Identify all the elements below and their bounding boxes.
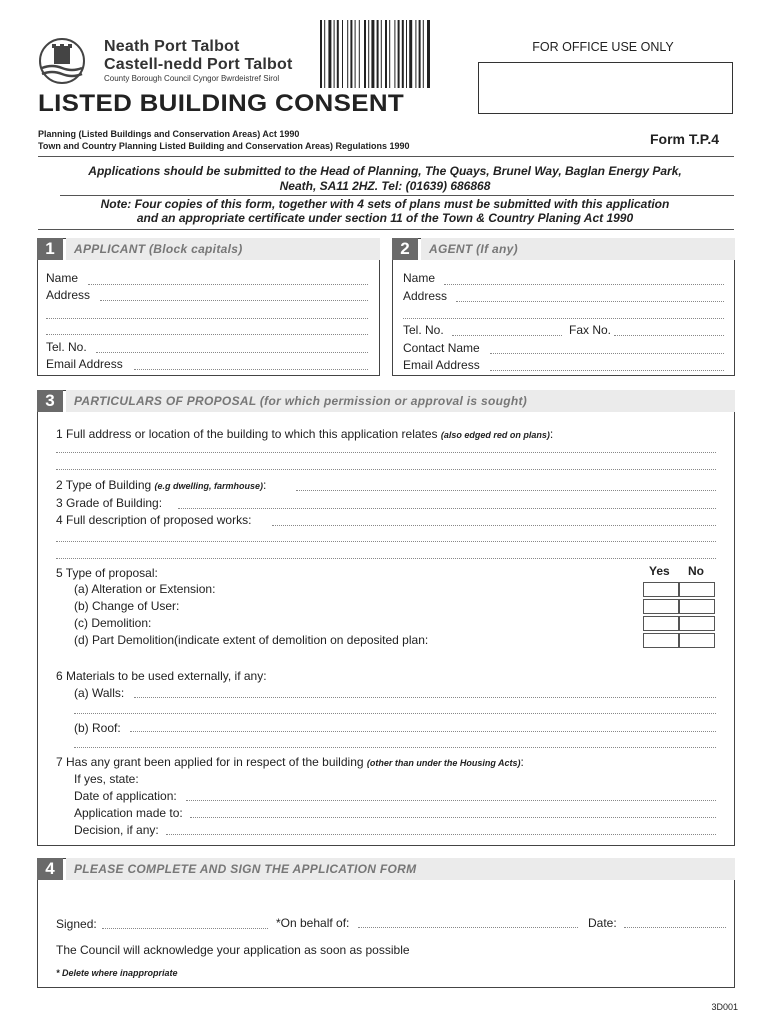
applicant-address-field[interactable] xyxy=(46,318,368,319)
walls-field[interactable] xyxy=(74,713,716,714)
roof-label: (b) Roof: xyxy=(74,721,121,735)
barcode-bar xyxy=(394,20,395,88)
barcode-bar xyxy=(320,20,322,88)
walls-label: (a) Walls: xyxy=(74,686,125,700)
act-reference-2: Town and Country Planning Listed Building and Conservation Areas) Regulations 1990 xyxy=(38,141,410,151)
barcode-bar xyxy=(398,20,400,88)
proposal-option-label: (d) Part Demolition(indicate extent of demolition on deposited plan: xyxy=(74,633,429,647)
agent-contact-field[interactable] xyxy=(490,353,724,354)
barcode-bar xyxy=(347,20,348,88)
barcode-bar xyxy=(381,20,382,88)
change-of-use-no-checkbox[interactable] xyxy=(679,599,715,614)
submission-address-2: Neath, SA11 2HZ. Tel: (01639) 686868 xyxy=(279,179,491,193)
grant-date-field[interactable] xyxy=(186,800,716,801)
section-number: 1 xyxy=(37,238,63,260)
question-3-label: 3 Grade of Building: xyxy=(56,496,163,510)
section-heading: APPLICANT (Block capitals) xyxy=(66,238,380,260)
date-field[interactable] xyxy=(624,927,726,928)
form-code: Form T.P.4 xyxy=(650,131,719,147)
barcode-bar xyxy=(359,20,360,88)
agent-fax-label: Fax No. xyxy=(569,323,612,337)
barcode-bar xyxy=(342,20,343,88)
office-use-box xyxy=(478,62,733,114)
works-description-field[interactable] xyxy=(272,525,716,526)
barcode-bar xyxy=(406,20,407,88)
section-number: 2 xyxy=(392,238,418,260)
divider xyxy=(60,195,734,196)
on-behalf-of-label: *On behalf of: xyxy=(276,916,350,930)
barcode-bar xyxy=(364,20,366,88)
barcode-bar xyxy=(324,20,325,88)
agent-tel-field[interactable] xyxy=(452,335,562,336)
date-label: Date: xyxy=(588,916,617,930)
agent-contact-label: Contact Name xyxy=(403,341,480,355)
agent-email-label: Email Address xyxy=(403,358,480,372)
applicant-email-field[interactable] xyxy=(134,369,368,370)
barcode-bar xyxy=(355,20,356,88)
applicant-address-field[interactable] xyxy=(46,334,368,335)
delete-note: * Delete where inappropriate xyxy=(56,968,178,978)
barcode-bar xyxy=(402,20,404,88)
building-type-field[interactable] xyxy=(296,490,716,491)
submission-address-1: Applications should be submitted to the Head of Planning, The Quays, Brunel Way, Baglan Energy Park, xyxy=(88,164,682,178)
signature-field[interactable] xyxy=(102,928,268,929)
question-4-label: 4 Full description of proposed works: xyxy=(56,513,252,527)
applicant-tel-field[interactable] xyxy=(96,352,368,353)
document-code: 3D001 xyxy=(711,1002,738,1012)
agent-address-field[interactable] xyxy=(403,318,724,319)
question-1-label: 1 Full address or location of the building to which this application relates (also edged red on plans): xyxy=(56,427,554,441)
grant-date-label: Date of application: xyxy=(74,789,177,803)
proposal-option-label: (a) Alteration or Extension: xyxy=(74,582,216,596)
section-heading: PARTICULARS OF PROPOSAL (for which permission or approval is sought) xyxy=(66,390,735,412)
barcode xyxy=(318,20,466,88)
section-number: 3 xyxy=(37,390,63,412)
council-subtitle: County Borough Council Cyngor Bwrdeistref Sirol xyxy=(104,74,280,83)
change-of-use-yes-checkbox[interactable] xyxy=(643,599,679,614)
agent-name-label: Name xyxy=(403,271,436,285)
demolition-yes-checkbox[interactable] xyxy=(643,616,679,631)
agent-address-label: Address xyxy=(403,289,448,303)
question-6-label: 6 Materials to be used externally, if any: xyxy=(56,669,267,683)
agent-tel-label: Tel. No. xyxy=(403,323,444,337)
building-location-field[interactable] xyxy=(56,452,716,453)
building-grade-field[interactable] xyxy=(178,508,716,509)
barcode-bar xyxy=(415,20,416,88)
yes-column-header: Yes xyxy=(649,564,670,578)
applicant-name-label: Name xyxy=(46,271,79,285)
agent-email-field[interactable] xyxy=(490,370,724,371)
proposal-option-label: (c) Demolition: xyxy=(74,616,152,630)
part-demolition-no-checkbox[interactable] xyxy=(679,633,715,648)
walls-field[interactable] xyxy=(134,697,716,698)
divider xyxy=(38,156,734,157)
barcode-bar xyxy=(427,20,430,88)
barcode-bar xyxy=(419,20,421,88)
section-heading: PLEASE COMPLETE AND SIGN THE APPLICATION FORM xyxy=(66,858,735,880)
barcode-bar xyxy=(423,20,424,88)
acknowledgement-text: The Council will acknowledge your application as soon as possible xyxy=(56,943,410,957)
applicant-name-field[interactable] xyxy=(88,284,368,285)
barcode-bar xyxy=(334,20,335,88)
act-reference-1: Planning (Listed Buildings and Conservation Areas) Act 1990 xyxy=(38,129,300,139)
form-title: LISTED BUILDING CONSENT xyxy=(38,90,405,117)
council-name-english: Neath Port Talbot xyxy=(104,38,240,55)
note-line-1: Note: Four copies of this form, together with 4 sets of plans must be submitted with this application xyxy=(100,197,670,211)
office-use-label: FOR OFFICE USE ONLY xyxy=(532,40,674,54)
roof-field[interactable] xyxy=(130,731,716,732)
barcode-bar xyxy=(385,20,387,88)
roof-field[interactable] xyxy=(74,747,716,748)
grant-if-yes-label: If yes, state: xyxy=(74,772,139,786)
signed-label: Signed: xyxy=(56,917,97,931)
alteration-yes-checkbox[interactable] xyxy=(643,582,679,597)
barcode-bar xyxy=(337,20,339,88)
works-description-field[interactable] xyxy=(56,558,716,559)
divider xyxy=(38,229,734,230)
barcode-bar xyxy=(371,20,374,88)
proposal-option-label: (b) Change of User: xyxy=(74,599,180,613)
question-2-label: 2 Type of Building (e.g dwelling, farmhouse): xyxy=(56,478,267,492)
grant-decision-label: Decision, if any: xyxy=(74,823,159,837)
no-column-header: No xyxy=(688,564,704,578)
barcode-bar xyxy=(377,20,379,88)
alteration-no-checkbox[interactable] xyxy=(679,582,715,597)
applicant-address-field[interactable] xyxy=(100,300,368,301)
barcode-bar xyxy=(328,20,331,88)
section-number: 4 xyxy=(37,858,63,880)
agent-address-field[interactable] xyxy=(456,301,724,302)
barcode-bar xyxy=(350,20,352,88)
barcode-bar xyxy=(368,20,369,88)
question-5-label: 5 Type of proposal: xyxy=(56,566,158,580)
grant-made-to-label: Application made to: xyxy=(74,806,183,820)
works-description-field[interactable] xyxy=(56,541,716,542)
barcode-bar xyxy=(389,20,390,88)
agent-name-field[interactable] xyxy=(444,284,724,285)
council-name-welsh: Castell-nedd Port Talbot xyxy=(104,56,293,73)
section-heading: AGENT (If any) xyxy=(421,238,735,260)
part-demolition-yes-checkbox[interactable] xyxy=(643,633,679,648)
note-line-2: and an appropriate certificate under section 11 of the Town & Country Planing Act 1990 xyxy=(136,211,634,225)
applicant-tel-label: Tel. No. xyxy=(46,340,87,354)
on-behalf-of-field[interactable] xyxy=(358,927,578,928)
council-logo xyxy=(36,38,88,84)
applicant-email-label: Email Address xyxy=(46,357,123,371)
grant-made-to-field[interactable] xyxy=(190,817,716,818)
agent-fax-field[interactable] xyxy=(614,335,724,336)
demolition-no-checkbox[interactable] xyxy=(679,616,715,631)
question-7-label: 7 Has any grant been applied for in respect of the building (other than under the Housing Acts): xyxy=(56,755,524,769)
barcode-bar xyxy=(409,20,412,88)
applicant-address-label: Address xyxy=(46,288,91,302)
grant-decision-field[interactable] xyxy=(166,834,716,835)
building-location-field[interactable] xyxy=(56,469,716,470)
